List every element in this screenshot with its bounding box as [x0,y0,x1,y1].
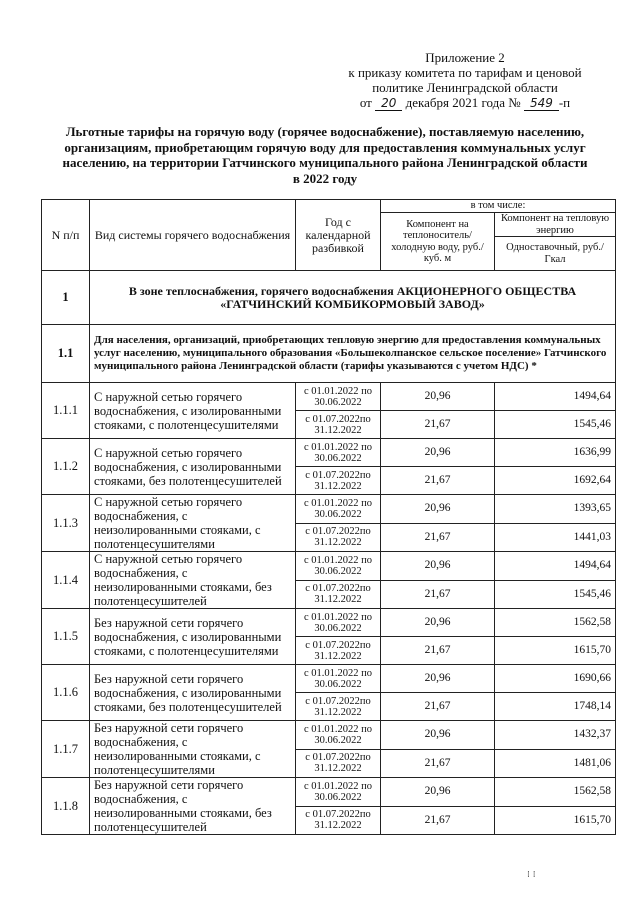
row-water-2: 21,67 [381,467,495,495]
row-energy-2: 1481,06 [495,749,616,778]
table-row [42,495,616,524]
row-num: 1.1.4 [42,552,90,609]
row-water-1: 20,96 [381,665,495,693]
row-period-2: с 01.07.2022по 31.12.2022 [296,467,381,495]
row-water-2: 21,67 [381,749,495,778]
row-period-2: с 01.07.2022по 31.12.2022 [296,411,381,439]
appendix-order-line: к приказу комитета по тарифам и ценовой [348,65,582,80]
row-num: 1.1.6 [42,665,90,721]
header-year: Год с календарной разбивкой [296,200,381,271]
row-period-2: с 01.07.2022по 31.12.2022 [296,693,381,721]
section-title: В зоне теплоснабжения, горячего водоснабжения АКЦИОНЕРНОГО ОБЩЕСТВА «ГАТЧИНСКИЙ КОМБИКОРМОВЫЙ ЗАВОД» [90,271,616,325]
row-energy-1: 1636,99 [495,439,616,467]
row-energy-2: 1545,46 [495,411,616,439]
row-kind: Без наружной сети горячего водоснабжения, с изолированными стояками, с полотенцесушителями [90,609,296,665]
row-num: 1.1.3 [42,495,90,552]
row-period-1: с 01.01.2022 по 30.06.2022 [296,778,381,807]
row-kind: Без наружной сети горячего водоснабжения, с изолированными стояками, без полотенцесушителей [90,665,296,721]
row-kind: С наружной сетью горячего водоснабжения, с неизолированными стояками, без полотенцесушителей [90,552,296,609]
row-num: 1.1.5 [42,609,90,665]
header-kind: Вид системы горячего водоснабжения [90,200,296,271]
table-row [42,383,616,411]
subsection-title: Для населения, организаций, приобретающих тепловую энергию для предоставления коммунальных услуг населению, муниципального образования «Большеколпанское сельское поселение» Гатчинского муниципального района Ленинградской области (тарифы указываются с учетом НДС) * [90,325,616,383]
row-period-1: с 01.01.2022 по 30.06.2022 [296,439,381,467]
row-kind: С наружной сетью горячего водоснабжения, с неизолированными стояками, с полотенцесушителями [90,495,296,552]
row-energy-1: 1494,64 [495,383,616,411]
row-water-1: 20,96 [381,495,495,524]
appendix-date-line [330,95,600,111]
row-kind: Без наружной сети горячего водоснабжения, с неизолированными стояками, с полотенцесушителями [90,721,296,778]
row-water-2: 21,67 [381,806,495,835]
tariff-table [41,199,616,835]
section-num: 1 [42,271,90,325]
row-kind: С наружной сетью горячего водоснабжения, с изолированными стояками, без полотенцесушителей [90,439,296,495]
row-energy-1: 1690,66 [495,665,616,693]
row-period-1: с 01.01.2022 по 30.06.2022 [296,552,381,581]
row-num: 1.1.2 [42,439,90,495]
header-num: N п/п [42,200,90,271]
row-energy-1: 1393,65 [495,495,616,524]
row-water-2: 21,67 [381,523,495,552]
row-water-2: 21,67 [381,693,495,721]
row-energy-2: 1748,14 [495,693,616,721]
subsection-num: 1.1 [42,325,90,383]
row-energy-2: 1692,64 [495,467,616,495]
row-num: 1.1.8 [42,778,90,835]
row-water-1: 20,96 [381,383,495,411]
row-water-1: 20,96 [381,609,495,637]
order-suffix: -п [558,95,571,110]
row-water-2: 21,67 [381,411,495,439]
handwritten-day: 20 [375,96,402,111]
margin-scribble: ⁞ ⁞ [527,870,536,880]
row-period-1: с 01.01.2022 по 30.06.2022 [296,609,381,637]
table-row [42,439,616,467]
row-period-2: с 01.07.2022по 31.12.2022 [296,749,381,778]
row-kind: С наружной сетью горячего водоснабжения, с изолированными стояками, с полотенцесушителями [90,383,296,439]
row-num: 1.1.7 [42,721,90,778]
row-energy-1: 1562,58 [495,778,616,807]
row-energy-2: 1441,03 [495,523,616,552]
row-period-2: с 01.07.2022по 31.12.2022 [296,523,381,552]
row-period-1: с 01.01.2022 по 30.06.2022 [296,721,381,750]
row-energy-2: 1615,70 [495,806,616,835]
row-energy-1: 1432,37 [495,721,616,750]
table-row [42,665,616,693]
row-water-1: 20,96 [381,439,495,467]
table-row [42,552,616,581]
date-middle: декабря 2021 года № [405,95,521,110]
header-including: в том числе: [381,200,616,213]
row-energy-1: 1494,64 [495,552,616,581]
table-row [42,609,616,637]
row-water-1: 20,96 [381,552,495,581]
document-title: Льготные тарифы на горячую воду (горячее водоснабжение), поставляемую населению, организациям, приобретающим горячую воду для предоставления коммунальных услуг населению, на территории Гатчинского муниципального района Ленинградской области в 2022 году [62,124,588,186]
table-row [42,721,616,750]
appendix-title: Приложение 2 [425,50,505,65]
row-num: 1.1.1 [42,383,90,439]
row-kind: Без наружной сети горячего водоснабжения, с неизолированными стояками, без полотенцесушителей [90,778,296,835]
row-period-1: с 01.01.2022 по 30.06.2022 [296,665,381,693]
table-row [42,778,616,807]
row-energy-2: 1545,46 [495,580,616,609]
row-period-2: с 01.07.2022по 31.12.2022 [296,637,381,665]
row-energy-1: 1562,58 [495,609,616,637]
date-prefix: от [359,95,372,110]
row-period-1: с 01.01.2022 по 30.06.2022 [296,383,381,411]
row-period-2: с 01.07.2022по 31.12.2022 [296,806,381,835]
header-comp-energy-unit: Одноставочный, руб./Гкал [495,237,616,271]
row-period-1: с 01.01.2022 по 30.06.2022 [296,495,381,524]
header-comp-energy: Компонент на тепловую энергию [495,213,616,237]
row-water-1: 20,96 [381,721,495,750]
row-water-2: 21,67 [381,580,495,609]
row-period-2: с 01.07.2022по 31.12.2022 [296,580,381,609]
row-energy-2: 1615,70 [495,637,616,665]
row-water-1: 20,96 [381,778,495,807]
appendix-block [330,50,600,111]
handwritten-order-number: 549 [524,96,559,111]
appendix-committee-line: политике Ленинградской области [372,80,558,95]
row-water-2: 21,67 [381,637,495,665]
header-comp-water: Компонент на теплоноситель/ холодную воду, руб./куб. м [381,213,495,271]
